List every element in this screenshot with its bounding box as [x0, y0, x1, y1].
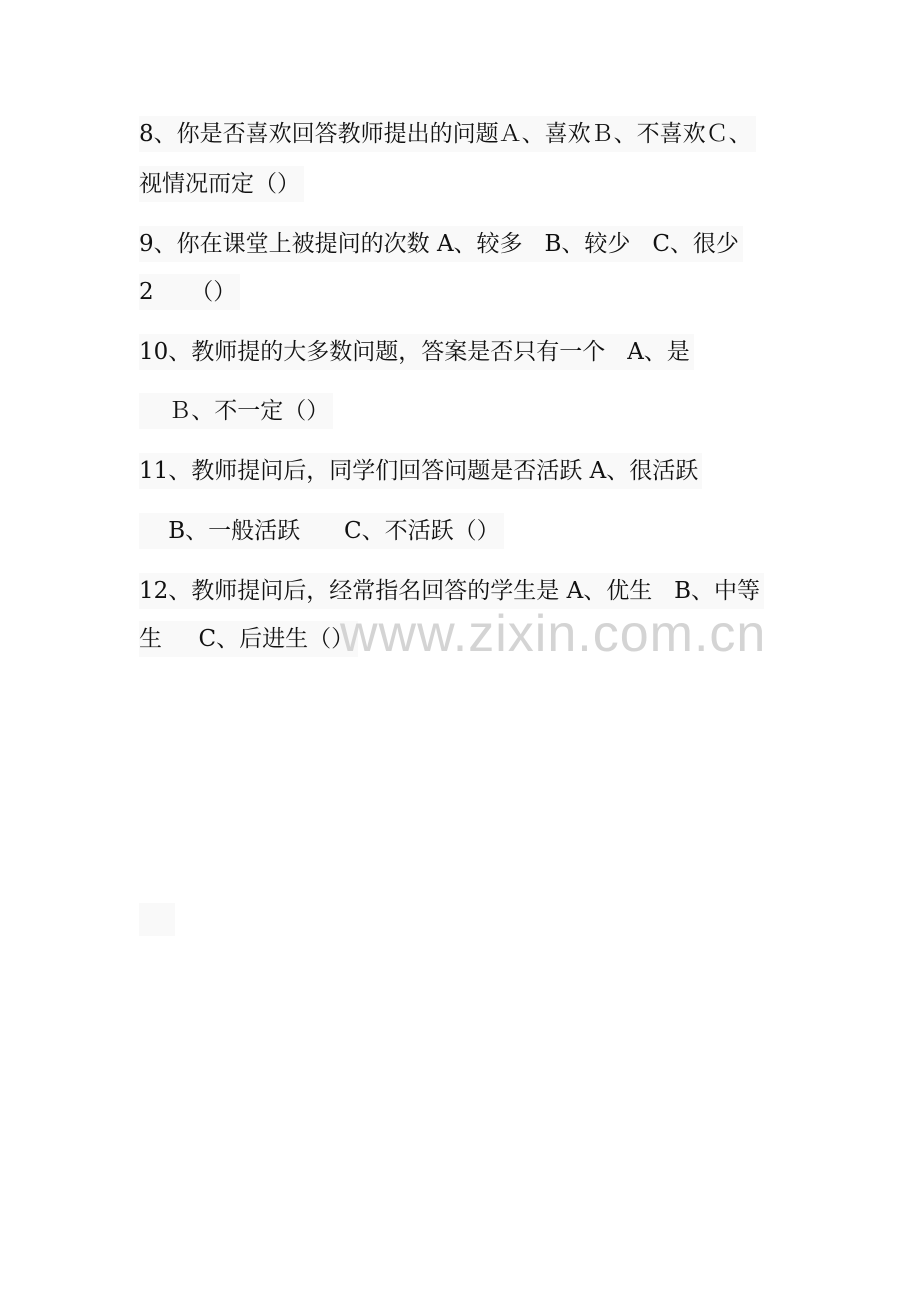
question-8-line-1: 8、你是否喜欢回答教师提出的问题Ａ、喜欢Ｂ、不喜欢Ｃ、 — [139, 116, 756, 152]
watermark: www.zixin.com.cn — [340, 605, 767, 663]
question-9-line-1: 9、你在课堂上被提问的次数 A、较多 B、较少 C、很少 — [139, 226, 743, 262]
question-10-line-1: 10、教师提的大多数问题，答案是否只有一个 A、是 — [139, 334, 694, 370]
question-11-line-2: B、一般活跃 C、不活跃（） — [139, 513, 504, 549]
question-12-line-2: 生 C、后进生（） — [139, 621, 358, 657]
question-11-line-1: 11、教师提问后，同学们回答问题是否活跃 A、很活跃 — [139, 453, 702, 489]
question-10-line-2: Ｂ、不一定（） — [139, 393, 333, 429]
question-12-line-1: 12、教师提问后，经常指名回答的学生是 A、优生 B、中等 — [139, 573, 764, 609]
question-8-line-2: 视情况而定（） — [139, 166, 304, 202]
question-9-line-2: 2 （） — [139, 274, 240, 310]
blank-block — [139, 903, 175, 936]
